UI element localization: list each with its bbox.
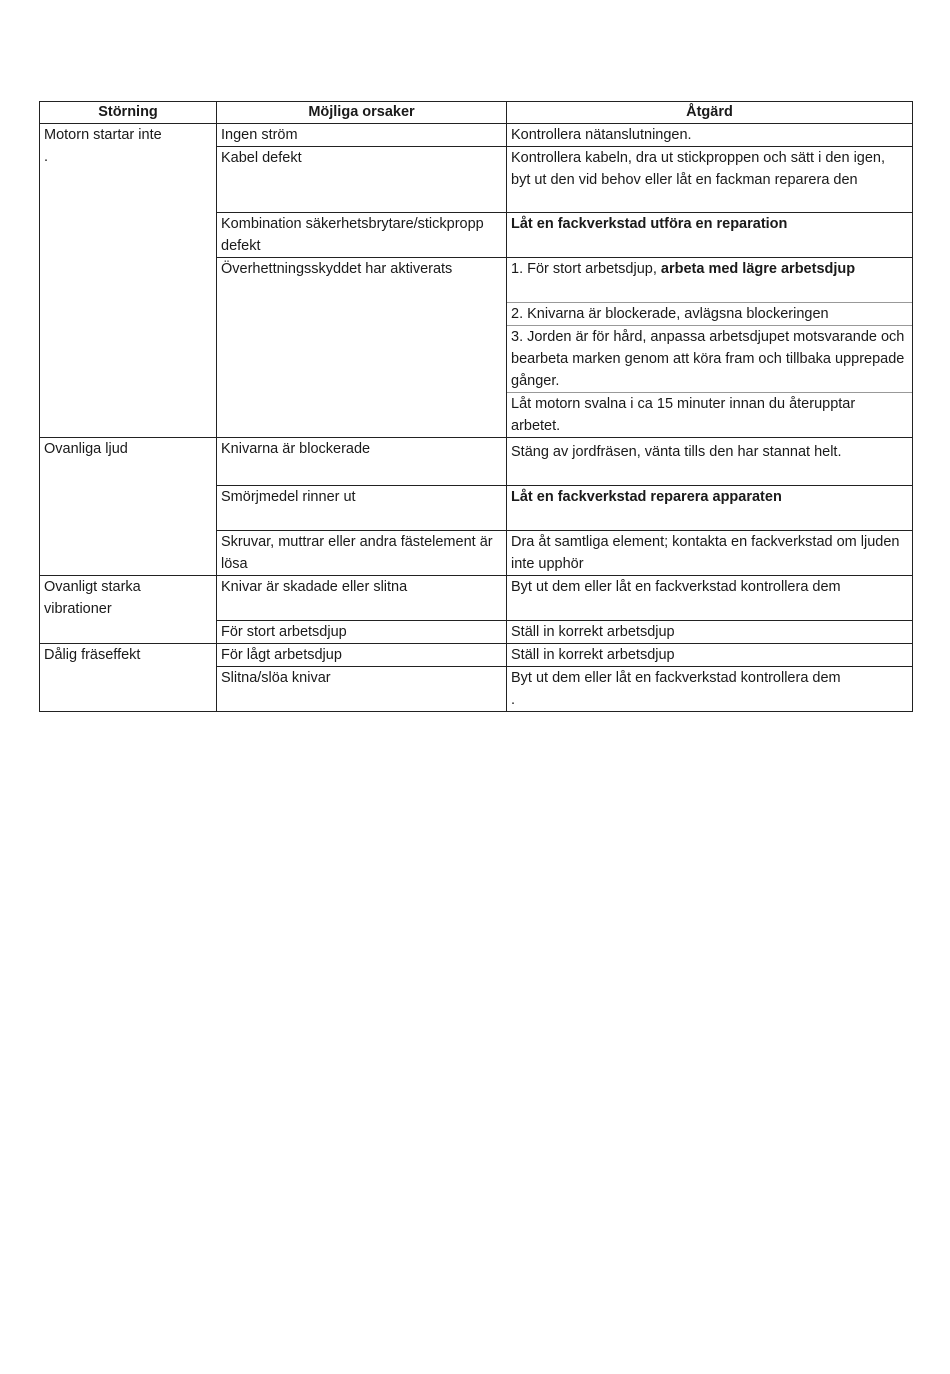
action-note: . (511, 692, 516, 708)
table-row (40, 124, 913, 147)
action-cell: Byt ut dem eller låt en fackverkstad kontrollera dem (507, 576, 913, 621)
table-row (40, 644, 913, 667)
cause-cell: Knivarna är blockerade (217, 438, 507, 486)
cause-cell: För lågt arbetsdjup (217, 644, 507, 667)
action-cell: Dra åt samtliga element; kontakta en fackverkstad om ljuden inte upphör (507, 531, 913, 576)
action-cell: Låt en fackverkstad reparera apparaten (507, 486, 913, 531)
cause-cell: Kombination säkerhetsbrytare/stickpropp defekt (217, 213, 507, 258)
table-header-row (40, 102, 913, 124)
fault-cell: Ovanligt starka vibrationer (40, 576, 217, 644)
action-step-prefix: 1. För stort arbetsdjup, (511, 261, 657, 277)
action-step: 2. Knivarna är blockerade, avlägsna blockeringen (507, 302, 912, 325)
action-step (511, 258, 908, 302)
action-step-emphasis: arbeta med lägre arbetsdjup (660, 261, 856, 277)
action-cell: Låt en fackverkstad utföra en reparation (507, 213, 913, 258)
cause-cell: Slitna/slöa knivar (217, 667, 507, 712)
cause-cell: Kabel defekt (217, 147, 507, 213)
fault-label: Motorn startar inte (44, 127, 162, 143)
cause-cell: Knivar är skadade eller slitna (217, 576, 507, 621)
column-header-cause: Möjliga orsaker (217, 102, 507, 124)
column-header-action: Åtgärd (507, 102, 913, 124)
troubleshooting-table (39, 101, 913, 712)
action-cell (507, 258, 913, 438)
action-text: Byt ut dem eller låt en fackverkstad kontrollera dem (511, 670, 841, 686)
table-row (40, 438, 913, 486)
cause-cell: Smörjmedel rinner ut (217, 486, 507, 531)
action-cell: Ställ in korrekt arbetsdjup (507, 644, 913, 667)
action-cell: Ställ in korrekt arbetsdjup (507, 621, 913, 644)
cause-cell: Ingen ström (217, 124, 507, 147)
cause-cell: Skruvar, muttrar eller andra fästelement är lösa (217, 531, 507, 576)
cause-cell: För stort arbetsdjup (217, 621, 507, 644)
action-step: Låt motorn svalna i ca 15 minuter innan du återupptar arbetet. (507, 392, 912, 437)
fault-cell: Ovanliga ljud (40, 438, 217, 576)
cause-cell: Överhettningsskyddet har aktiverats (217, 258, 507, 438)
action-step: 3. Jorden är för hård, anpassa arbetsdjupet motsvarande och bearbeta marken genom att köra fram och tillbaka upprepade gånger. (507, 325, 912, 392)
fault-note: . (44, 149, 49, 165)
action-cell: Stäng av jordfräsen, vänta tills den har stannat helt. (507, 438, 913, 486)
column-header-fault: Störning (40, 102, 217, 124)
fault-cell: Dålig fräseffekt (40, 644, 217, 712)
fault-cell (40, 124, 217, 438)
action-cell: Kontrollera nätanslutningen. (507, 124, 913, 147)
table-row (40, 576, 913, 621)
action-cell (507, 667, 913, 712)
action-cell: Kontrollera kabeln, dra ut stickproppen och sätt i den igen, byt ut den vid behov eller låt en fackman reparera den (507, 147, 913, 213)
